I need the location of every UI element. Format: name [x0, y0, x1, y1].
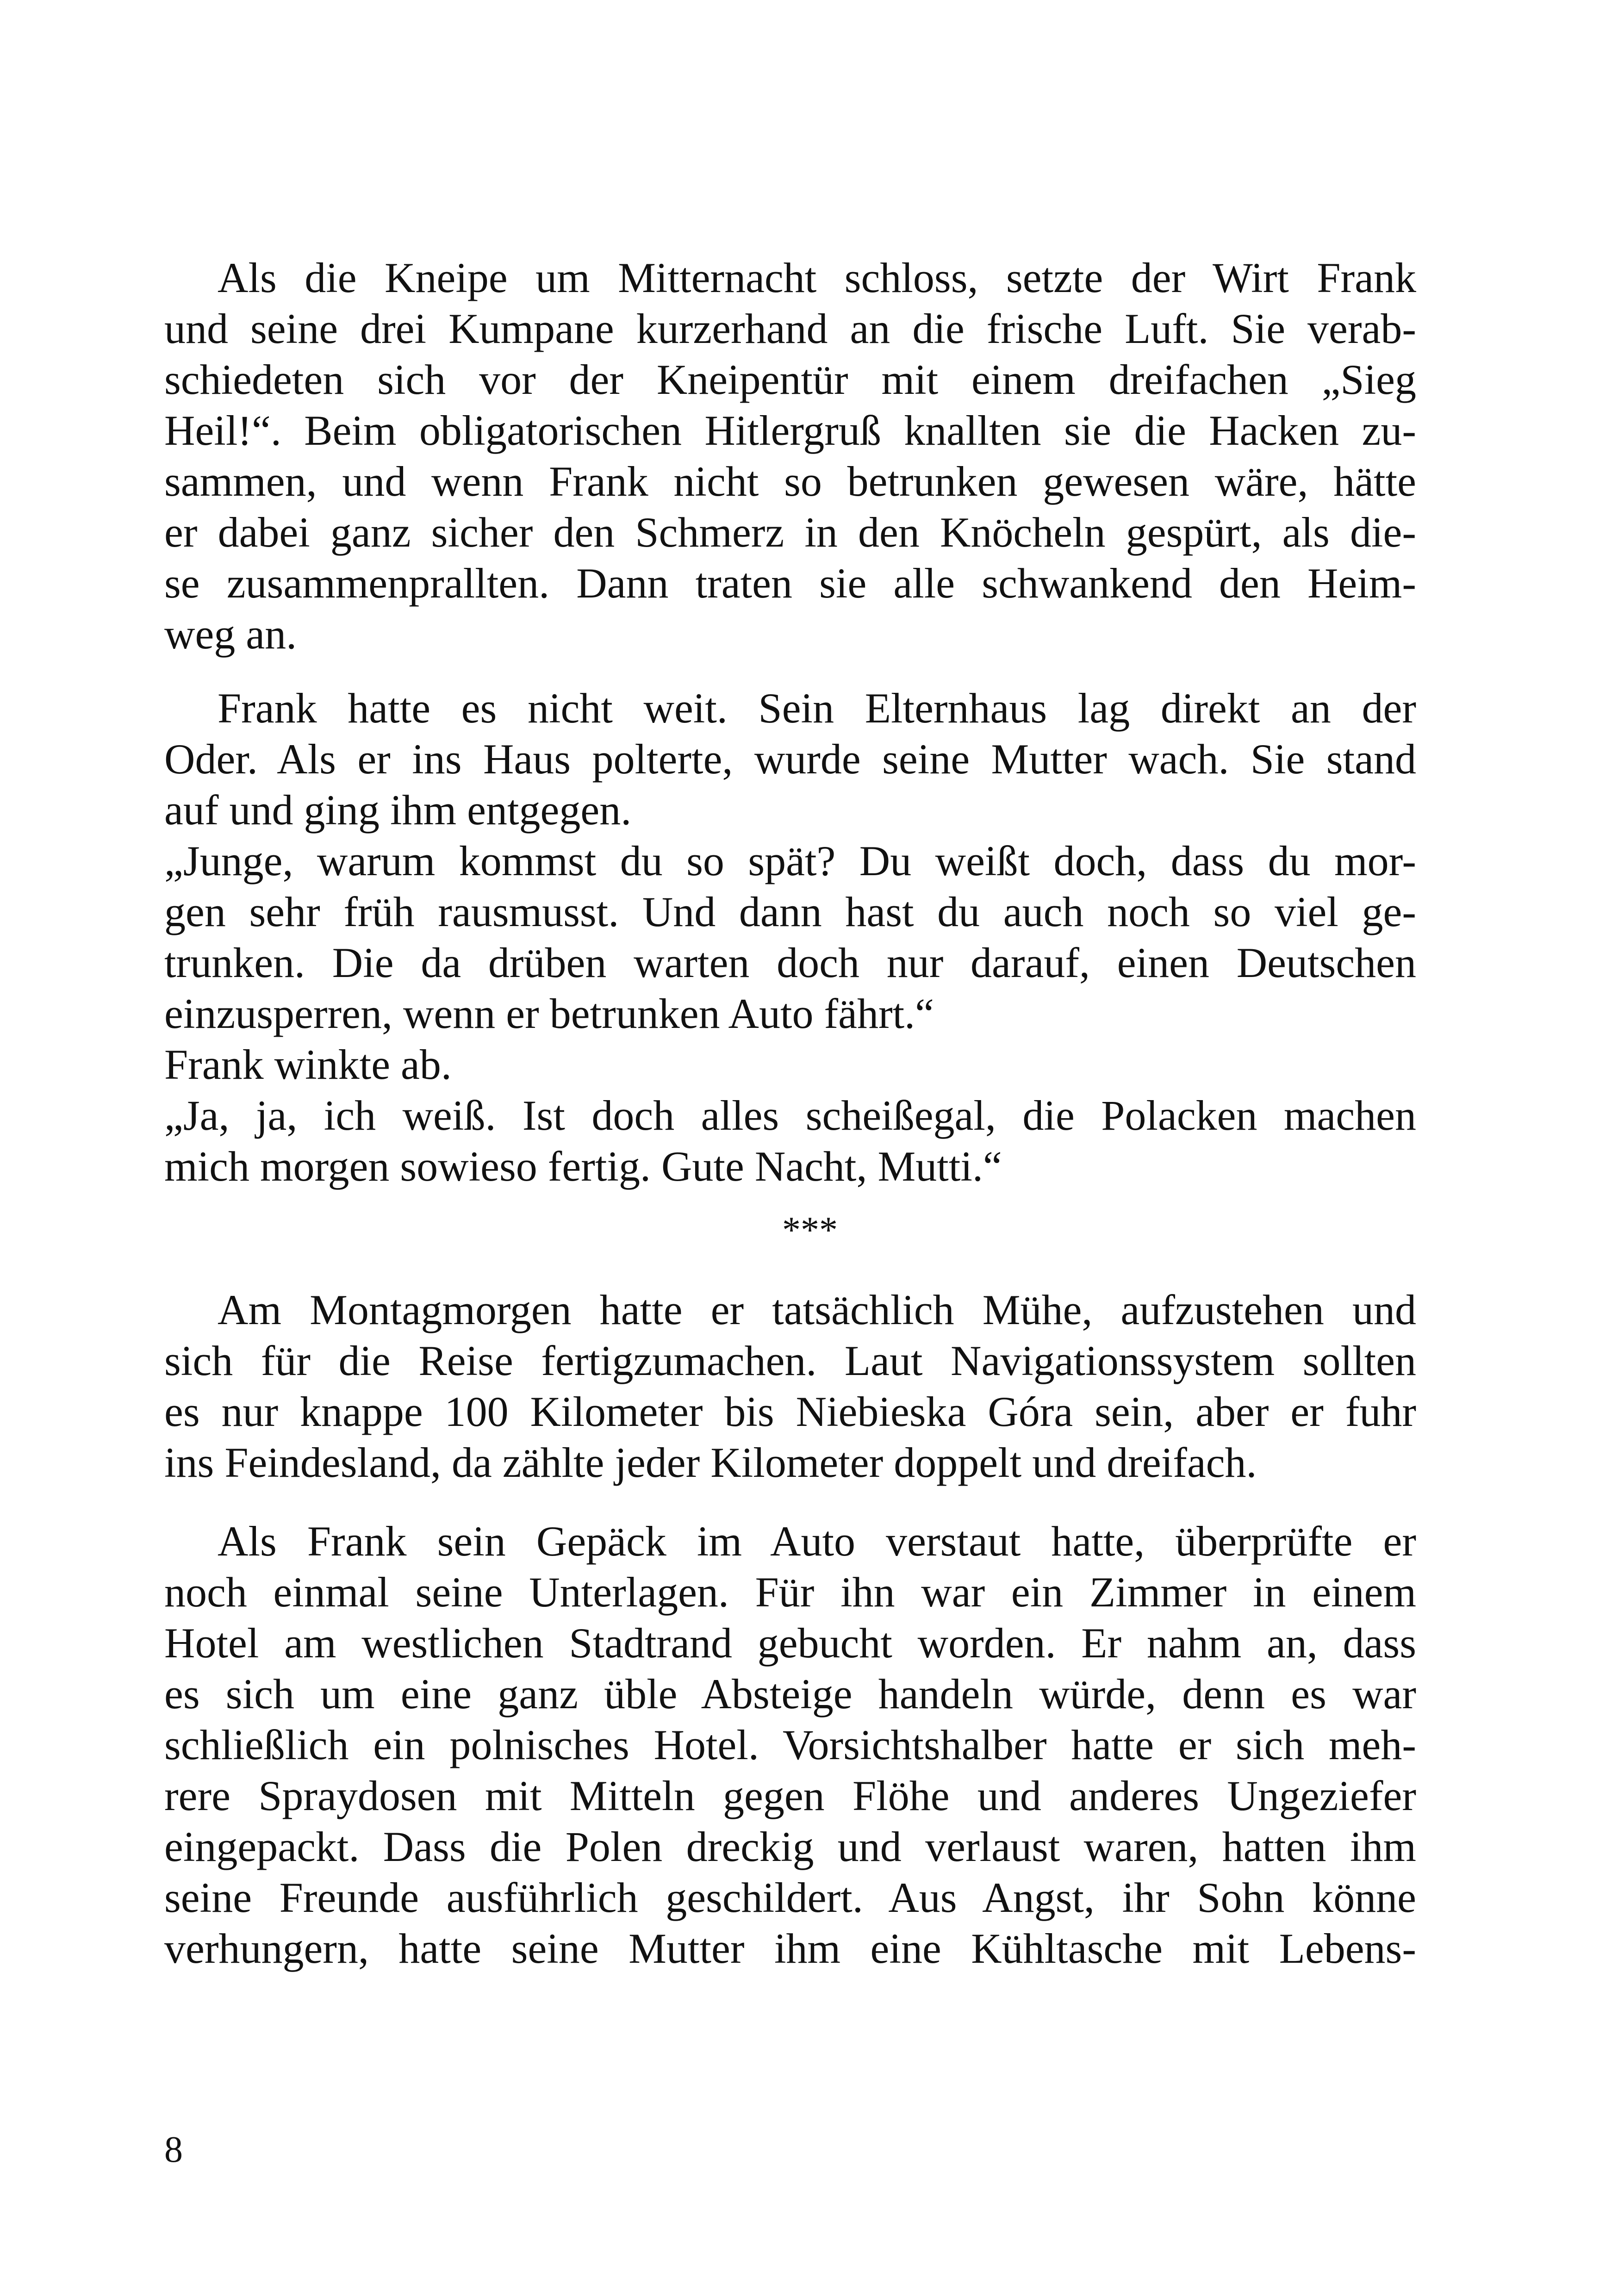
section-separator: ***: [782, 1210, 838, 1251]
text-line: gen sehr früh rausmusst. Und dann hast du auch noch so viel ge-: [164, 888, 1416, 935]
text-line: auf und ging ihm entgegen.: [164, 786, 632, 834]
text-line: noch einmal seine Unterlagen. Für ihn war ein Zimmer in einem: [164, 1568, 1416, 1616]
text-line: rere Spraydosen mit Mitteln gegen Flöhe und anderes Ungeziefer: [164, 1772, 1416, 1819]
text-line: Heil!“. Beim obligatorischen Hitlergruß knallten sie die Hacken zu-: [164, 407, 1416, 454]
text-line: verhungern, hatte seine Mutter ihm eine Kühltasche mit Lebens-: [164, 1925, 1416, 1972]
text-line: sich für die Reise fertigzumachen. Laut Navigationssystem sollten: [164, 1337, 1416, 1384]
text-line: es nur knappe 100 Kilometer bis Niebieska Góra sein, aber er fuhr: [164, 1388, 1416, 1435]
page-number: 8: [164, 2129, 183, 2170]
text-line: Frank hatte es nicht weit. Sein Elternhaus lag direkt an der: [218, 684, 1416, 732]
text-line: ins Feindesland, da zählte jeder Kilometer doppelt und dreifach.: [164, 1439, 1257, 1486]
text-line: Frank winkte ab.: [164, 1041, 452, 1088]
text-line: einzusperren, wenn er betrunken Auto fährt.“: [164, 990, 934, 1037]
text-line: se zusammenprallten. Dann traten sie alle schwankend den Heim-: [164, 560, 1416, 607]
text-line: schließlich ein polnisches Hotel. Vorsichtshalber hatte er sich meh-: [164, 1721, 1416, 1768]
text-line: Hotel am westlichen Stadtrand gebucht worden. Er nahm an, dass: [164, 1619, 1416, 1667]
text-line: sammen, und wenn Frank nicht so betrunken gewesen wäre, hätte: [164, 458, 1416, 505]
text-line: weg an.: [164, 610, 297, 658]
text-line: seine Freunde ausführlich geschildert. Aus Angst, ihr Sohn könne: [164, 1874, 1416, 1921]
text-line: schiedeten sich vor der Kneipentür mit einem dreifachen „Sieg: [164, 356, 1416, 403]
text-line: er dabei ganz sicher den Schmerz in den Knöcheln gespürt, als die-: [164, 509, 1416, 556]
text-line: mich morgen sowieso fertig. Gute Nacht, Mutti.“: [164, 1143, 1002, 1190]
text-line: „Ja, ja, ich weiß. Ist doch alles scheißegal, die Polacken machen: [164, 1092, 1416, 1139]
text-line: eingepackt. Dass die Polen dreckig und verlaust waren, hatten ihm: [164, 1823, 1416, 1870]
text-line: Als Frank sein Gepäck im Auto verstaut hatte, überprüfte er: [218, 1518, 1416, 1565]
text-line: und seine drei Kumpane kurzerhand an die frische Luft. Sie verab-: [164, 305, 1416, 352]
text-line: Oder. Als er ins Haus polterte, wurde seine Mutter wach. Sie stand: [164, 735, 1416, 783]
text-line: es sich um eine ganz üble Absteige handeln würde, denn es war: [164, 1670, 1416, 1717]
text-line: trunken. Die da drüben warten doch nur darauf, einen Deutschen: [164, 939, 1416, 986]
text-line: Am Montagmorgen hatte er tatsächlich Mühe, aufzustehen und: [218, 1286, 1416, 1333]
text-line: Als die Kneipe um Mitternacht schloss, setzte der Wirt Frank: [218, 254, 1416, 301]
text-line: „Junge, warum kommst du so spät? Du weißt doch, dass du mor-: [164, 837, 1416, 884]
